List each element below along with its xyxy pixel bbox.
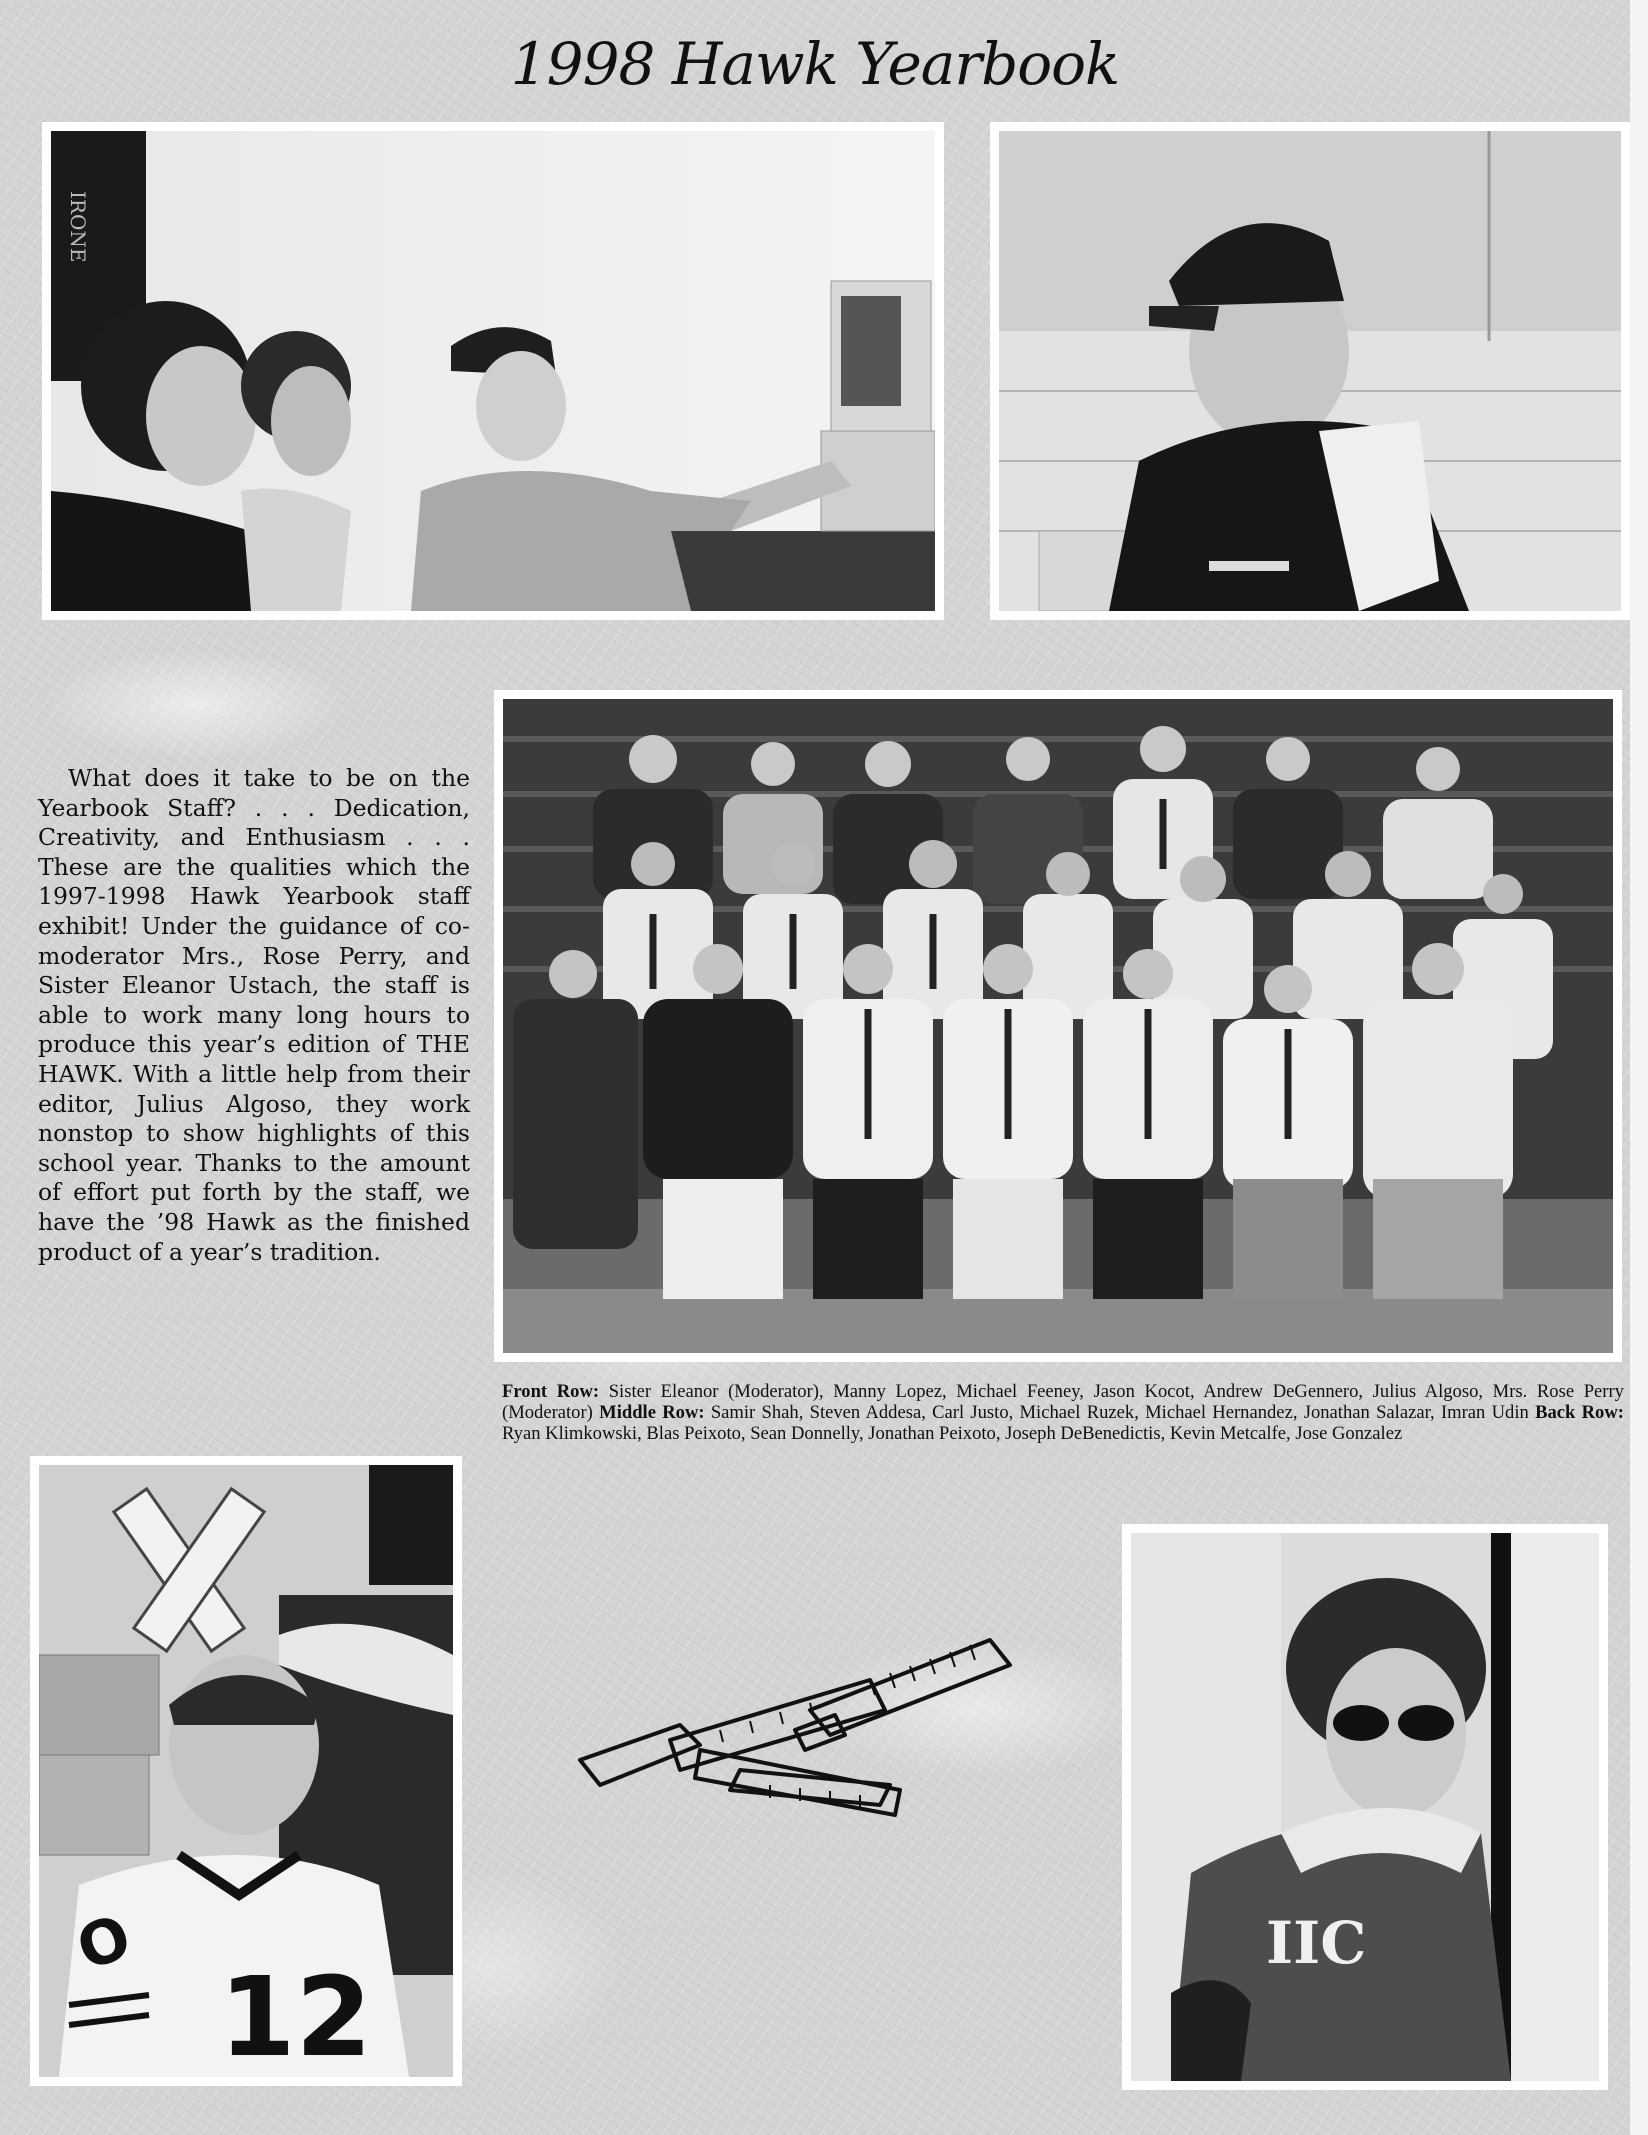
jersey-letter: O — [68, 1901, 141, 1985]
student-ruler-image — [39, 1465, 453, 2077]
page-right-edge — [1630, 0, 1648, 2135]
photo-student-with-ruler — [30, 1456, 462, 2086]
photo-student-in-cap — [990, 122, 1630, 620]
back-row-label: Back Row: — [1535, 1402, 1624, 1424]
middle-row-label: Middle Row: — [599, 1402, 705, 1424]
photo-students-at-computer — [42, 122, 944, 620]
middle-row-names: Samir Shah, Steven Addesa, Carl Justo, Michael Ruzek, Michael Hernandez, Jonathan Salazar, Imran Udin — [710, 1402, 1529, 1424]
moderator-image — [1131, 1533, 1599, 2081]
yearbook-staff-blurb: What does it take to be on the Yearbook Staff? . . . Dedication, Creativity, and Enthusiasm . . . These are the qualities which the 1997-1998 Hawk Yearbook staff exhibit! Under the guidance of co-moderator Mrs., Rose Perry, and Sister Eleanor Ustach, the staff is able to work many long hours to produce this year’s edition of THE HAWK. With a little help from their editor, Julius Algoso, they work nonstop to show highlights of this school year. Thanks to the amount of effort put forth by the staff, we have the ’98 Hawk as the finished product of a year’s tradition. — [38, 764, 470, 1266]
photo-yearbook-staff-group — [494, 690, 1622, 1362]
group-photo-image — [503, 699, 1613, 1353]
front-row-names: Sister Eleanor (Moderator), Manny Lopez, Michael Feeney, Jason Kocot, Andrew DeGennero, Julius Algoso, Mrs. Rose Perry (Moderator) — [502, 1381, 1624, 1424]
poster-text: IRONE — [66, 191, 90, 263]
jersey-number: 12 — [219, 1953, 373, 2077]
photo-moderator-in-sunglasses — [1122, 1524, 1608, 2090]
students-computer-image — [51, 131, 935, 611]
back-row-names: Ryan Klimkowski, Blas Peixoto, Sean Donnelly, Jonathan Peixoto, Joseph DeBenedictis, Kevin Metcalfe, Jose Gonzalez — [502, 1423, 1403, 1445]
page-title: 1998 Hawk Yearbook — [510, 30, 1120, 98]
student-cap-image — [999, 131, 1621, 611]
ruler-sketch-illustration — [570, 1620, 1040, 1860]
front-row-label: Front Row: — [502, 1381, 600, 1402]
group-photo-caption — [502, 1381, 1624, 1445]
hoodie-letters: IIC — [1266, 1909, 1367, 1977]
